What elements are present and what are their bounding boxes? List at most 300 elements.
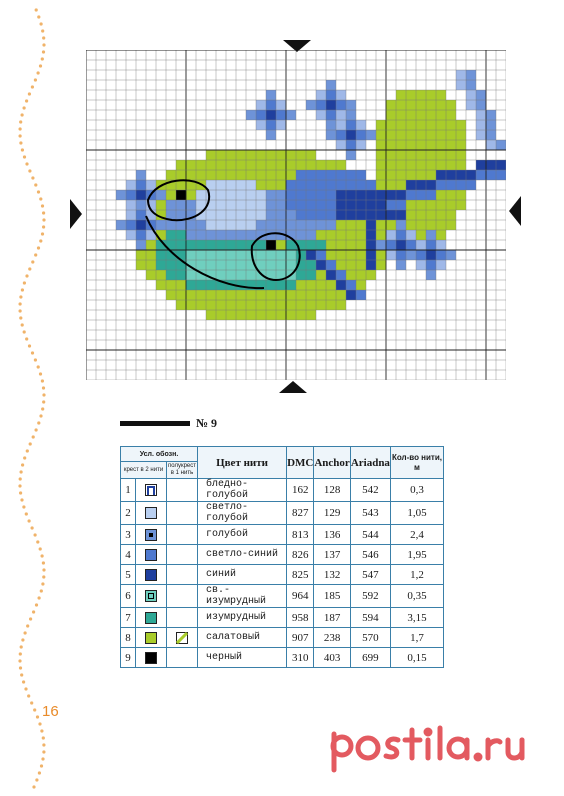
stitch-cell <box>176 240 186 250</box>
stitch-cell <box>276 170 286 180</box>
stitch-cell <box>286 300 296 310</box>
stitch-cell <box>306 100 316 110</box>
stitch-cell <box>406 250 416 260</box>
stitch-cell <box>416 260 426 270</box>
stitch-cell <box>226 200 236 210</box>
stitch-cell <box>306 190 316 200</box>
stitch-cell <box>486 130 496 140</box>
stitch-cell <box>316 170 326 180</box>
stitch-cell <box>276 120 286 130</box>
stitch-cell <box>376 210 386 220</box>
border-dot <box>30 526 33 529</box>
stitch-cell <box>406 190 416 200</box>
stitch-cell <box>336 190 346 200</box>
stitch-cell <box>216 300 226 310</box>
row-index: 2 <box>121 502 136 525</box>
border-dot <box>31 260 34 263</box>
border-dot <box>24 631 27 634</box>
thread-quantity: 0,3 <box>390 479 443 502</box>
border-dot <box>25 337 28 340</box>
stitch-cell <box>276 200 286 210</box>
dmc-header: DMC <box>287 447 314 479</box>
ariadna-code: 594 <box>350 608 390 628</box>
stitch-cell <box>266 170 276 180</box>
stitch-cell <box>426 200 436 210</box>
border-dot <box>28 519 31 522</box>
stitch-cell <box>206 220 216 230</box>
border-dot <box>37 190 40 193</box>
stitch-cell <box>346 190 356 200</box>
stitch-cell <box>366 260 376 270</box>
border-dot <box>41 29 44 32</box>
border-dot <box>42 218 45 221</box>
stitch-cell <box>316 280 326 290</box>
border-dot <box>24 687 27 690</box>
border-dot <box>41 582 44 585</box>
stitch-cell <box>356 240 366 250</box>
half-cross-symbol <box>167 608 198 628</box>
stitch-cell <box>246 310 256 320</box>
stitch-cell <box>276 190 286 200</box>
stitch-cell <box>346 100 356 110</box>
stitch-cell <box>336 200 346 210</box>
legend-row <box>121 628 444 648</box>
row-index: 1 <box>121 479 136 502</box>
stitch-cell <box>326 130 336 140</box>
stitch-cell <box>296 300 306 310</box>
stitch-cell <box>296 200 306 210</box>
stitch-cell <box>246 290 256 300</box>
stitch-cell <box>406 220 416 230</box>
stitch-cell <box>126 200 136 210</box>
stitch-cell <box>386 190 396 200</box>
border-dot <box>31 85 34 88</box>
stitch-cell <box>436 90 446 100</box>
border-dot <box>28 169 31 172</box>
stitch-cell <box>336 290 346 300</box>
border-dot <box>33 708 36 711</box>
stitch-cell <box>196 160 206 170</box>
border-dot <box>22 680 25 683</box>
stitch-cell <box>306 170 316 180</box>
stitch-cell <box>226 230 236 240</box>
anchor-code: 137 <box>314 545 350 565</box>
border-dot <box>28 267 31 270</box>
border-dot <box>27 694 30 697</box>
legend-row <box>121 545 444 565</box>
stitch-cell <box>296 180 306 190</box>
color-swatch-icon <box>145 507 157 519</box>
stitch-cell <box>186 290 196 300</box>
border-dot <box>37 71 40 74</box>
stitch-cell <box>436 170 446 180</box>
thread-quantity: 0,15 <box>390 648 443 668</box>
stitch-cell <box>276 110 286 120</box>
stitch-cell <box>426 170 436 180</box>
stitch-cell <box>166 170 176 180</box>
stitch-cell <box>286 200 296 210</box>
border-dot <box>21 148 24 151</box>
stitch-cell <box>426 130 436 140</box>
stitch-cell <box>146 180 156 190</box>
stitch-cell <box>396 260 406 270</box>
row-index: 8 <box>121 628 136 648</box>
stitch-cell <box>326 230 336 240</box>
stitch-cell <box>256 160 266 170</box>
stitch-cell <box>256 100 266 110</box>
stitch-cell <box>306 310 316 320</box>
stitch-cell <box>386 200 396 210</box>
stitch-cell <box>336 210 346 220</box>
border-dot <box>36 715 39 718</box>
stitch-cell <box>346 210 356 220</box>
dmc-code: 825 <box>287 565 314 585</box>
stitch-cell <box>396 90 406 100</box>
thread-color-name: св.-изумрудный <box>198 585 287 608</box>
stitch-cell <box>256 240 266 250</box>
stitch-cell <box>306 150 316 160</box>
color-swatch-icon <box>145 484 157 496</box>
stitch-cell <box>356 290 366 300</box>
stitch-cell <box>266 210 276 220</box>
stitch-cell <box>366 200 376 210</box>
stitch-cell <box>346 220 356 230</box>
stitch-cell <box>376 140 386 150</box>
stitch-cell <box>496 160 506 170</box>
stitch-cell <box>256 110 266 120</box>
stitch-cell <box>426 220 436 230</box>
stitch-cell <box>346 270 356 280</box>
stitch-cell <box>206 290 216 300</box>
border-dot <box>39 197 42 200</box>
border-dot <box>25 99 28 102</box>
stitch-cell <box>416 230 426 240</box>
stitch-cell <box>286 260 296 270</box>
cross-stitch-pattern <box>86 50 506 380</box>
stitch-cell <box>296 250 306 260</box>
row-index: 5 <box>121 565 136 585</box>
stitch-cell <box>436 130 446 140</box>
half-cross-symbol <box>167 648 198 668</box>
stitch-cell <box>406 230 416 240</box>
stitch-cell <box>436 150 446 160</box>
stitch-cell <box>356 280 366 290</box>
border-dot <box>20 470 23 473</box>
stitch-cell <box>186 220 196 230</box>
stitch-cell <box>326 270 336 280</box>
border-dot <box>26 624 29 627</box>
stitch-cell <box>366 220 376 230</box>
stitch-cell <box>136 210 146 220</box>
stitch-cell <box>456 120 466 130</box>
border-dot <box>21 463 24 466</box>
stitch-cell <box>266 220 276 230</box>
stitch-cell <box>256 170 266 180</box>
border-dot <box>42 225 45 228</box>
stitch-cell <box>436 200 446 210</box>
stitch-cell <box>236 310 246 320</box>
stitch-cell <box>246 300 256 310</box>
stitch-cell <box>396 130 406 140</box>
stitch-cell <box>416 110 426 120</box>
stitch-cell <box>416 190 426 200</box>
stitch-cell <box>206 240 216 250</box>
stitch-cell <box>426 210 436 220</box>
stitch-cell <box>236 150 246 160</box>
stitch-cell <box>406 140 416 150</box>
page-number: 16 <box>42 703 59 720</box>
stitch-cell <box>336 160 346 170</box>
stitch-cell <box>276 300 286 310</box>
half-cross-symbol <box>167 502 198 525</box>
stitch-cell <box>246 270 256 280</box>
stitch-cell <box>276 160 286 170</box>
stitch-cell <box>366 270 376 280</box>
stitch-cell <box>266 290 276 300</box>
stitch-cell <box>176 220 186 230</box>
stitch-cell <box>166 280 176 290</box>
row-index: 7 <box>121 608 136 628</box>
border-dot <box>30 701 33 704</box>
stitch-cell <box>146 250 156 260</box>
row-index: 3 <box>121 525 136 545</box>
border-dot <box>41 379 44 382</box>
stitch-cell <box>446 180 456 190</box>
stitch-cell <box>326 240 336 250</box>
stitch-cell <box>346 140 356 150</box>
stitch-cell <box>356 270 366 280</box>
stitch-cell <box>336 240 346 250</box>
stitch-cell <box>156 270 166 280</box>
border-dot <box>41 407 44 410</box>
stitch-cell <box>446 110 456 120</box>
stitch-cell <box>246 170 256 180</box>
center-marker-top <box>283 40 311 52</box>
stitch-cell <box>216 270 226 280</box>
border-dot <box>38 596 41 599</box>
border-dot <box>39 64 42 67</box>
stitch-cell <box>206 160 216 170</box>
stitch-cell <box>196 250 206 260</box>
stitch-cell <box>396 120 406 130</box>
stitch-cell <box>426 140 436 150</box>
border-dot <box>34 358 37 361</box>
stitch-cell <box>366 240 376 250</box>
stitch-cell <box>136 250 146 260</box>
stitch-cell <box>156 200 166 210</box>
stitch-cell <box>366 210 376 220</box>
stitch-cell <box>216 240 226 250</box>
stitch-cell <box>256 180 266 190</box>
stitch-cell <box>156 280 166 290</box>
legend-row <box>121 479 444 502</box>
stitch-cell <box>446 200 456 210</box>
stitch-cell <box>346 230 356 240</box>
stitch-cell <box>186 160 196 170</box>
stitch-cell <box>206 150 216 160</box>
stitch-cell <box>316 220 326 230</box>
border-dot <box>34 533 37 536</box>
border-dot <box>37 365 40 368</box>
stitch-cell <box>266 200 276 210</box>
stitch-cell <box>306 210 316 220</box>
stitch-cell <box>406 120 416 130</box>
stitch-cell <box>336 300 346 310</box>
anchor-code: 132 <box>314 565 350 585</box>
stitch-cell <box>336 220 346 230</box>
stitch-cell <box>346 200 356 210</box>
stitch-cell <box>216 290 226 300</box>
dmc-code: 310 <box>287 648 314 668</box>
stitch-cell <box>386 110 396 120</box>
stitch-cell <box>116 220 126 230</box>
stitch-cell <box>136 180 146 190</box>
stitch-cell <box>236 260 246 270</box>
stitch-cell <box>476 160 486 170</box>
stitch-cell <box>356 140 366 150</box>
stitch-cell <box>246 180 256 190</box>
stitch-cell <box>486 140 496 150</box>
stitch-cell <box>456 70 466 80</box>
stitch-cell <box>316 260 326 270</box>
stitch-cell <box>386 220 396 230</box>
row-index: 6 <box>121 585 136 608</box>
stitch-cell <box>266 180 276 190</box>
legend-row <box>121 565 444 585</box>
stitch-cell <box>296 270 306 280</box>
stitch-cell <box>336 230 346 240</box>
anchor-code: 238 <box>314 628 350 648</box>
stitch-cell <box>216 160 226 170</box>
stitch-cell <box>326 80 336 90</box>
thread-color-name: светло-голубой <box>198 502 287 525</box>
stitch-cell <box>456 160 466 170</box>
stitch-cell <box>496 170 506 180</box>
stitch-cell <box>386 120 396 130</box>
stitch-cell <box>226 180 236 190</box>
stitch-cell <box>406 150 416 160</box>
stitch-cell <box>376 130 386 140</box>
stitch-cell <box>376 240 386 250</box>
border-dot <box>19 666 22 669</box>
stitch-cell <box>466 170 476 180</box>
thread-legend-table <box>120 446 444 668</box>
stitch-cell <box>176 230 186 240</box>
stitch-cell <box>196 230 206 240</box>
stitch-cell <box>446 120 456 130</box>
stitch-cell <box>426 150 436 160</box>
stitch-cell <box>176 190 186 200</box>
ariadna-code: 544 <box>350 525 390 545</box>
stitch-cell <box>276 180 286 190</box>
legend-row <box>121 525 444 545</box>
half-cross-icon <box>176 632 188 644</box>
thread-color-name: бледно-голубой <box>198 479 287 502</box>
stitch-cell <box>256 250 266 260</box>
stitch-cell <box>306 200 316 210</box>
stitch-cell <box>306 270 316 280</box>
stitch-cell <box>336 280 346 290</box>
border-dot <box>40 589 43 592</box>
ariadna-code: 699 <box>350 648 390 668</box>
border-dot <box>42 743 45 746</box>
stitch-cell <box>236 300 246 310</box>
stitch-cell <box>246 220 256 230</box>
stitch-cell <box>266 310 276 320</box>
stitch-cell <box>446 250 456 260</box>
stitch-cell <box>336 270 346 280</box>
border-dot <box>34 78 37 81</box>
stitch-cell <box>326 200 336 210</box>
stitch-cell <box>396 230 406 240</box>
stitch-cell <box>256 290 266 300</box>
stitch-cell <box>226 300 236 310</box>
border-dot <box>35 778 38 781</box>
border-dot <box>23 106 26 109</box>
stitch-cell <box>356 210 366 220</box>
stitch-cell <box>406 200 416 210</box>
border-dot <box>29 617 32 620</box>
thread-color-name: изумрудный <box>198 608 287 628</box>
half-cross-symbol <box>167 585 198 608</box>
stitch-cell <box>436 250 446 260</box>
thread-quantity: 2,4 <box>390 525 443 545</box>
border-dot <box>25 512 28 515</box>
legend-row <box>121 608 444 628</box>
stitch-cell <box>246 230 256 240</box>
stitch-cell <box>396 140 406 150</box>
stitch-cell <box>326 170 336 180</box>
dmc-code: 907 <box>287 628 314 648</box>
stitch-cell <box>156 260 166 270</box>
full-cross-symbol <box>136 628 167 648</box>
stitch-cell <box>446 210 456 220</box>
color-swatch-icon <box>145 652 157 664</box>
stitch-cell <box>206 170 216 180</box>
border-dot <box>22 505 25 508</box>
stitch-cell <box>296 230 306 240</box>
stitch-cell <box>276 210 286 220</box>
border-dot <box>23 330 26 333</box>
stitch-cell <box>236 250 246 260</box>
stitch-cell <box>376 150 386 160</box>
border-dot <box>41 554 44 557</box>
stitch-cell <box>166 220 176 230</box>
stitch-cell <box>246 200 256 210</box>
border-dot <box>19 309 22 312</box>
stitch-cell <box>226 290 236 300</box>
anchor-code: 128 <box>314 479 350 502</box>
stitch-cell <box>216 150 226 160</box>
stitch-cell <box>416 100 426 110</box>
stitch-cell <box>436 220 446 230</box>
dmc-code: 826 <box>287 545 314 565</box>
border-dot <box>38 722 41 725</box>
border-dot <box>34 183 37 186</box>
stitch-cell <box>276 290 286 300</box>
stitch-cell <box>426 90 436 100</box>
stitch-cell <box>136 170 146 180</box>
stitch-cell <box>386 180 396 190</box>
stitch-cell <box>436 210 446 220</box>
stitch-cell <box>166 230 176 240</box>
dmc-code: 827 <box>287 502 314 525</box>
border-dot <box>37 15 40 18</box>
stitch-cell <box>466 90 476 100</box>
border-dot <box>23 155 26 158</box>
stitch-cell <box>326 110 336 120</box>
stitch-cell <box>226 240 236 250</box>
